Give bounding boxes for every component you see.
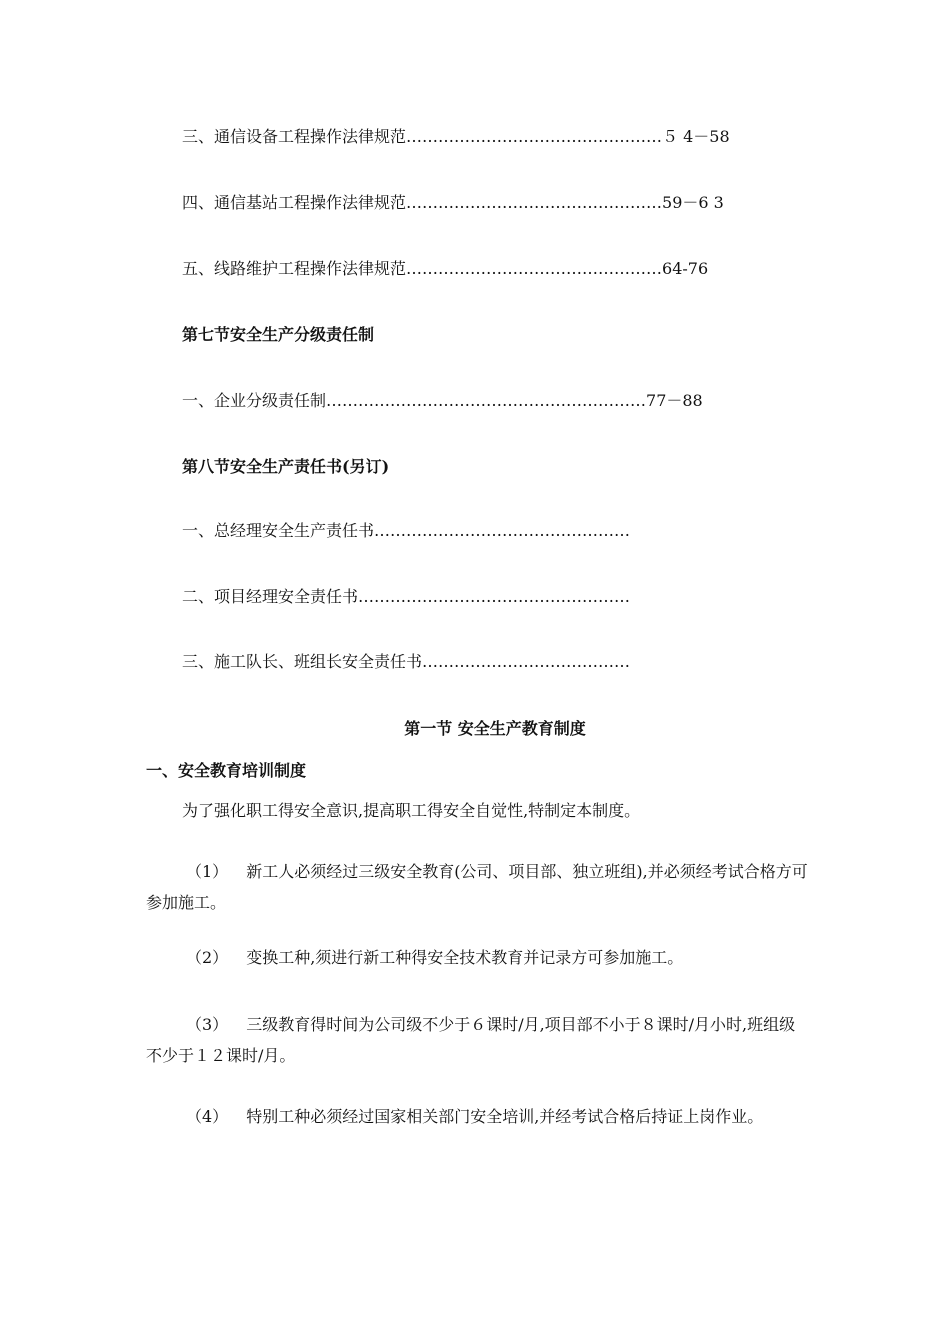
rule-text: 变换工种,须进行新工种得安全技术教育并记录方可参加施工。	[246, 948, 684, 967]
rule-text: 特别工种必须经过国家相关部门安全培训,并经考试合格后持证上岗作业。	[246, 1107, 764, 1126]
section-heading: 第七节安全生产分级责任制	[182, 325, 375, 344]
rule-paragraph	[146, 1009, 808, 1071]
toc-entry	[182, 391, 703, 411]
toc-entry	[182, 193, 724, 213]
rule-paragraph	[146, 942, 808, 973]
toc-entry	[182, 521, 630, 541]
rule-paragraph	[146, 1101, 808, 1132]
toc-page-range: 59－6 3	[662, 193, 724, 212]
toc-leader: ……………………………………………	[358, 587, 631, 606]
toc-entry	[182, 127, 730, 147]
toc-leader: …………………………………………	[374, 521, 631, 540]
toc-leader: ……………………………………………………	[326, 391, 647, 410]
toc-entry-label: 一、总经理安全生产责任书	[182, 521, 375, 540]
rule-paragraph	[146, 856, 808, 918]
toc-leader: …………………………………………	[406, 127, 663, 146]
toc-entry	[182, 259, 708, 279]
toc-entry-label: 一、企业分级责任制	[182, 391, 327, 410]
sub-title: 一、安全教育培训制度	[146, 761, 307, 780]
intro-paragraph: 为了强化职工得安全意识,提高职工得安全自觉性,特制定本制度。	[182, 801, 641, 820]
rule-number: （2）	[186, 948, 229, 967]
toc-entry-label: 四、通信基站工程操作法律规范	[182, 193, 407, 212]
toc-entry	[182, 587, 630, 607]
toc-leader: …………………………………………	[406, 193, 663, 212]
toc-page-range: 64-76	[662, 259, 709, 278]
toc-entry	[182, 652, 630, 672]
rule-number: （1）	[186, 862, 229, 881]
rule-text: 新工人必须经过三级安全教育(公司、项目部、独立班组),并必须经考试合格方可参加施工。	[146, 862, 808, 912]
section-title: 第一节 安全生产教育制度	[404, 719, 586, 738]
toc-leader: …………………………………	[422, 652, 631, 671]
toc-entry-label: 三、通信设备工程操作法律规范	[182, 127, 407, 146]
toc-page-range: 77－88	[646, 391, 703, 410]
rule-number: （3）	[186, 1015, 229, 1034]
toc-entry-label: 五、线路维护工程操作法律规范	[182, 259, 407, 278]
toc-entry-label: 二、项目经理安全责任书	[182, 587, 359, 606]
section-heading: 第八节安全生产责任书(另订)	[182, 457, 390, 476]
toc-entry-label: 三、施工队长、班组长安全责任书	[182, 652, 423, 671]
rule-number: （4）	[186, 1107, 229, 1126]
toc-page-range: ５ 4－58	[662, 127, 730, 146]
toc-leader: …………………………………………	[406, 259, 663, 278]
rule-text: 三级教育得时间为公司级不少于６课时/月,项目部不小于８课时/月小时,班组级不少于１２课时/月。	[146, 1015, 796, 1065]
